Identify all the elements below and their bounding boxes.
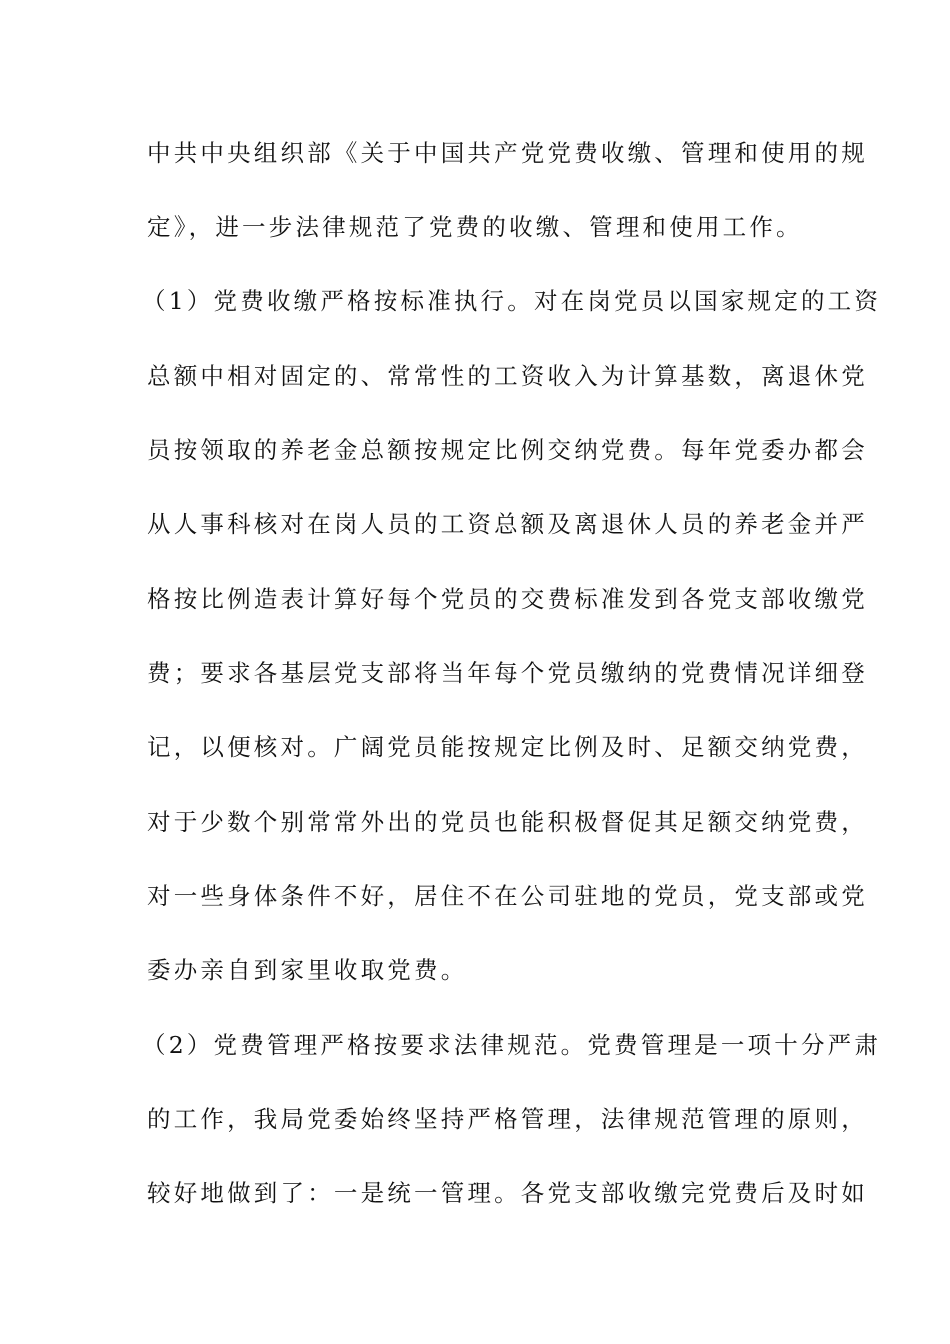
text-line: 的工作，我局党委始终坚持严格管理，法律规范管理的原则， [147,1105,868,1133]
text-line: 中共中央组织部《关于中国共产党党费收缴、管理和使用的规 [147,139,868,167]
text-line: 从人事科核对在岗人员的工资总额及离退休人员的养老金并严 [147,510,868,538]
paragraph-heading-2: （2）党费管理严格按要求法律规范。党费管理是一项十分严肃 [142,1031,882,1059]
text-line: 记，以便核对。广阔党员能按规定比例及时、足额交纳党费， [147,733,868,761]
text-line: 员按领取的养老金总额按规定比例交纳党费。每年党委办都会 [147,436,868,464]
text-line: 定》，进一步法律规范了党费的收缴、管理和使用工作。 [147,213,803,241]
text-line: 对于少数个别常常外出的党员也能积极督促其足额交纳党费， [147,808,868,836]
text-line: 对一些身体条件不好，居住不在公司驻地的党员，党支部或党 [147,882,868,910]
text-line: 委办亲自到家里收取党费。 [147,956,468,984]
text-line: 总额中相对固定的、常常性的工资收入为计算基数，离退休党 [147,362,868,390]
paragraph-heading-1: （1）党费收缴严格按标准执行。对在岗党员以国家规定的工资 [142,287,882,315]
text-line: 较好地做到了：一是统一管理。各党支部收缴完党费后及时如 [147,1179,868,1207]
text-line: 费；要求各基层党支部将当年每个党员缴纳的党费情况详细登 [147,659,868,687]
text-line: 格按比例造表计算好每个党员的交费标准发到各党支部收缴党 [147,585,868,613]
